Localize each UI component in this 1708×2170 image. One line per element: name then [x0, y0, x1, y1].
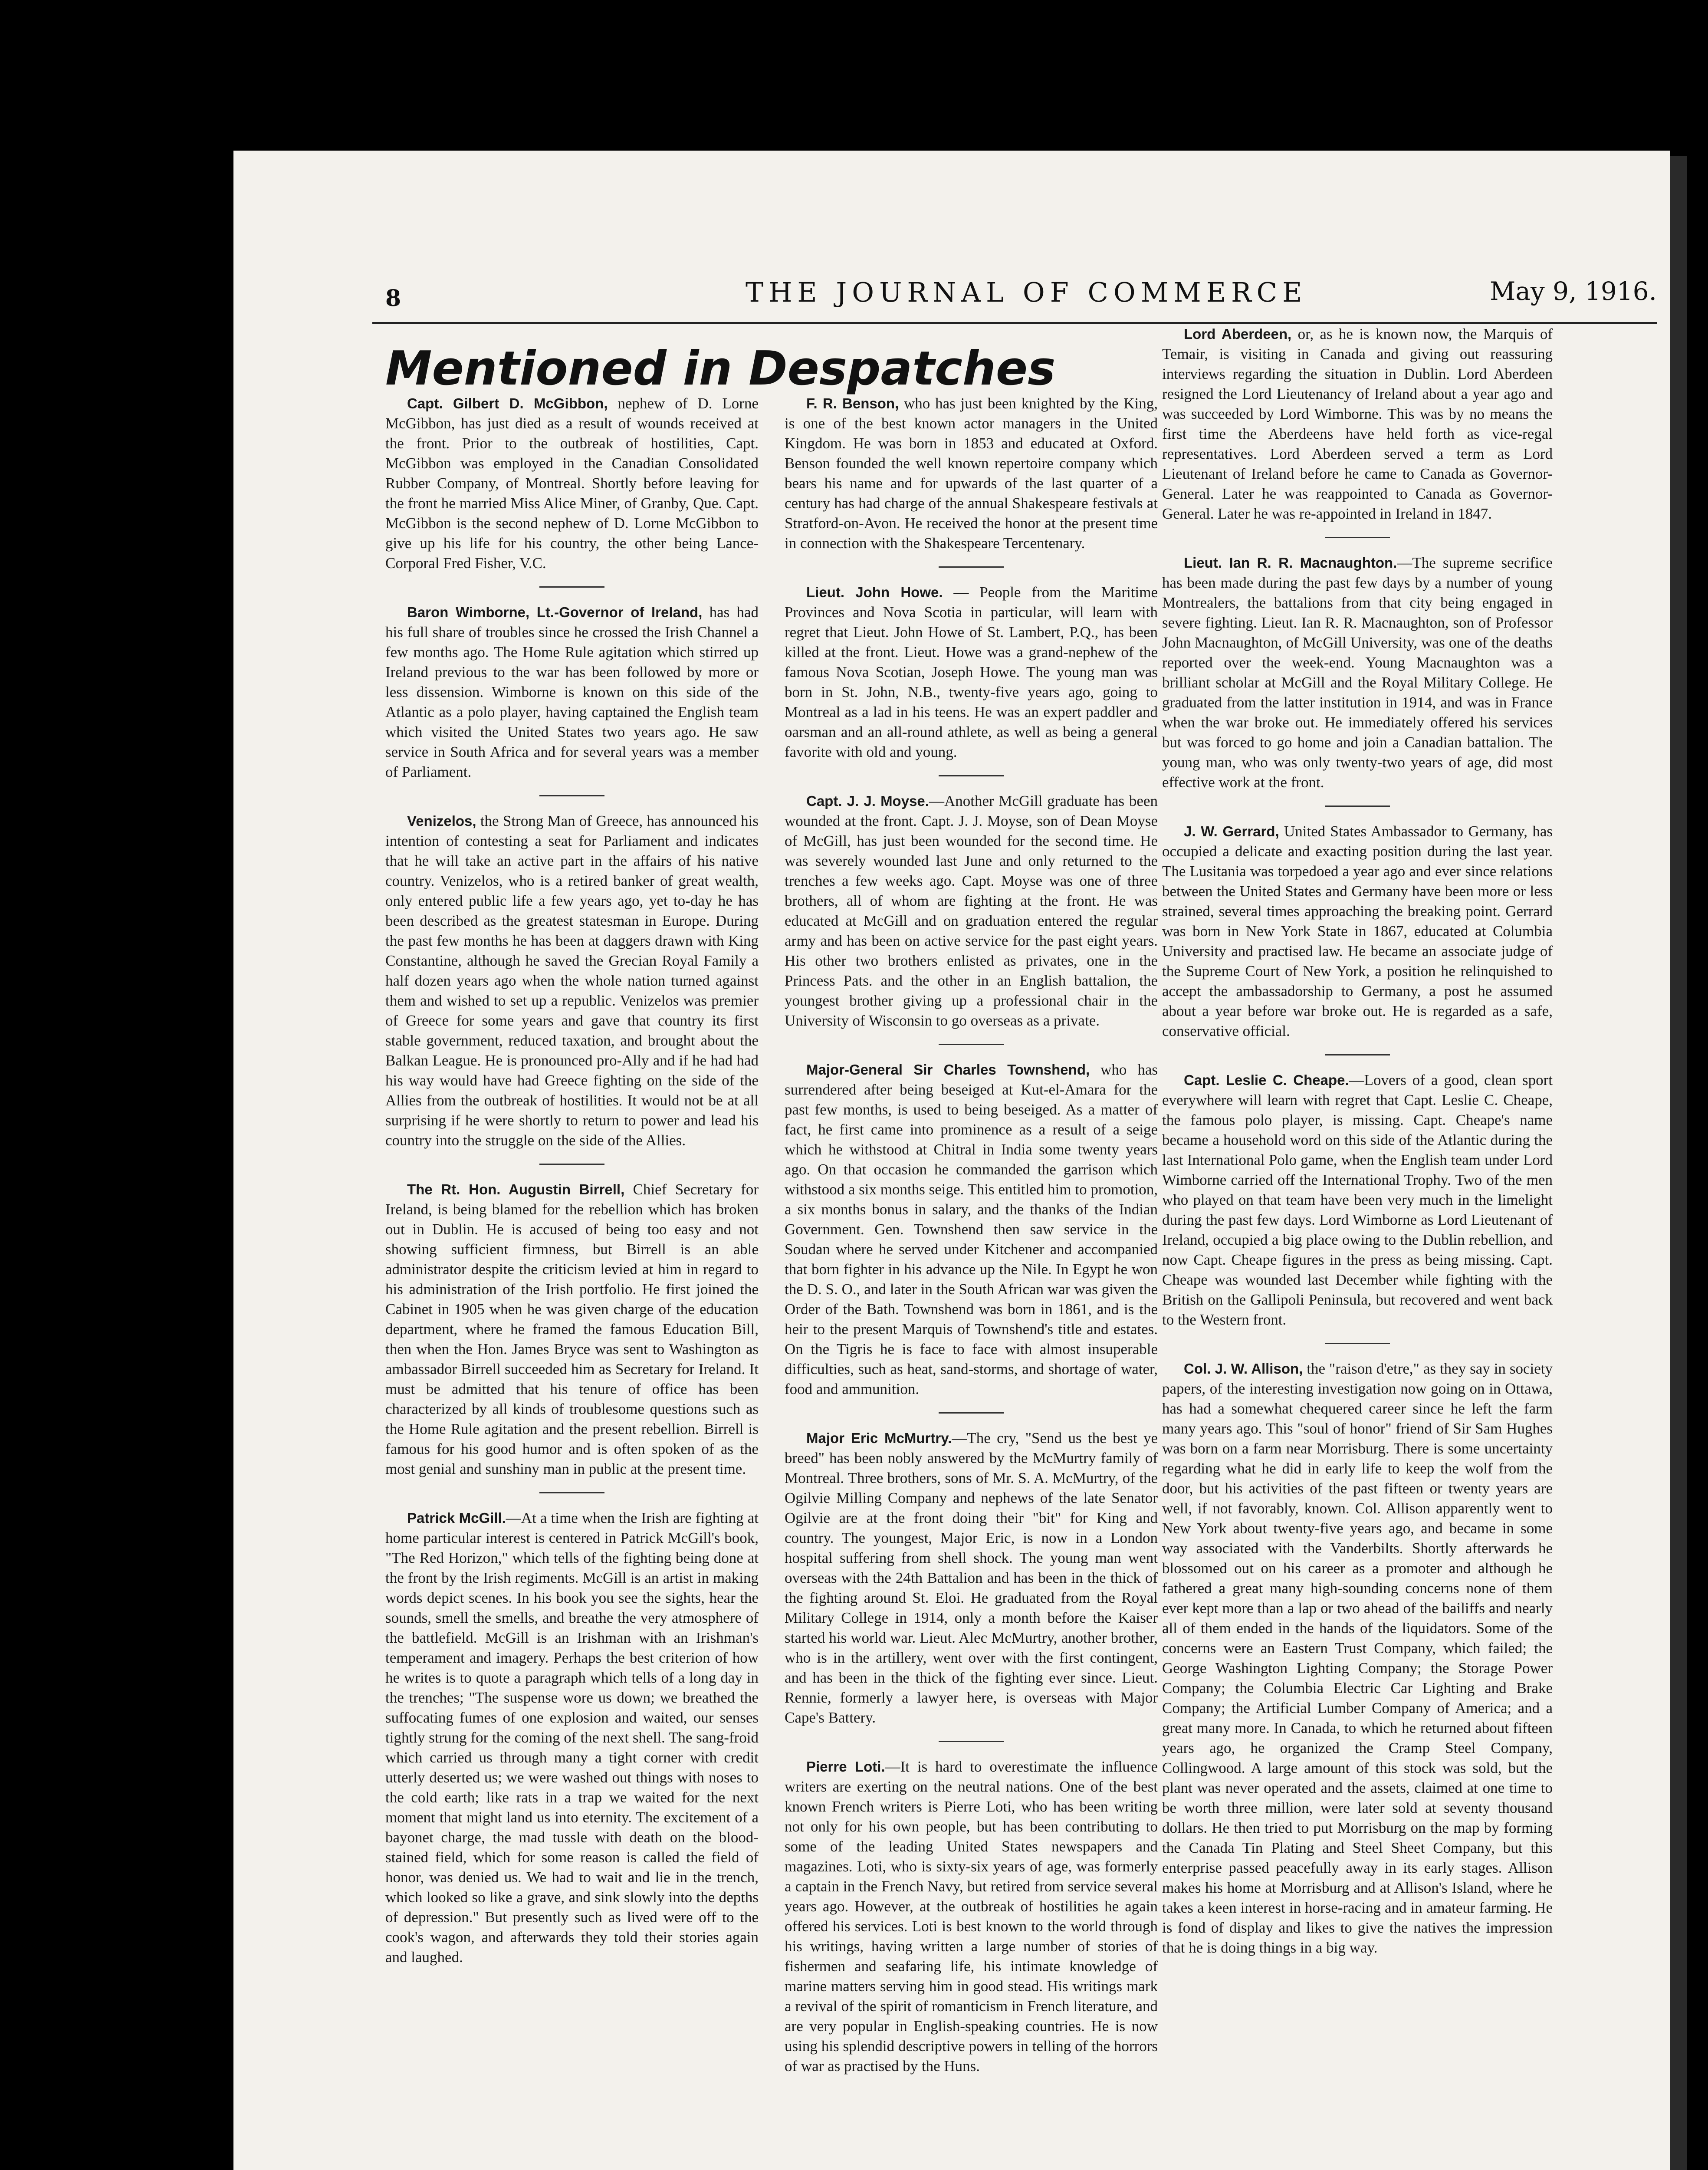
- section-heading: Mentioned in Despatches: [385, 342, 1056, 396]
- article-separator: [1325, 537, 1390, 538]
- article-text: —At a time when the Irish are fighting at home particular interest is centered in Patrick McGill's book, "The Red Horizon," which tells of the fighting being done at the front by the Irish regiments. McGill is an artist in making words depict scenes. In his book you see the sights, hear the sounds, smell the smells, and breathe the very atmosphere of the battlefield. McGill is an Irishman with an Irishman's temperament and imagery. Perhaps the best criterion of how he writes is to quote a paragraph which tells of a long day in the trenches; "The suspense wore us down; we breathed the suffocating fumes of one explosion and waited, our senses tightly strung for the coming of the next shell. The sang-froid which carried us through many a tight corner with credit utterly deserted us; we were washed out things with noses to the cold earth; like rats in a trap we waited for the next moment that might land us into eternity. The excitement of a bayonet charge, the mad tussle with death on the blood-stained field, which for some reason is called the field of honor, was denied us. We had to wait and lie in the trench, which looked so like a grave, and sink slowly into the depths of depression." But presently such as lived were off to the cook's wagon, and afterwards they told their stories again and laughed.: [385, 1509, 759, 1966]
- article-subject-name: F. R. Benson,: [806, 395, 899, 411]
- article-text: who has just been knighted by the King, is one of the best known actor managers in the United Kingdom. He was born in 1853 and educated at Oxford. Benson founded the well known repertoire company which bears his name and for upwards of the last quarter of a century has had charge of the annual Shakespeare festivals at Stratford-on-Avon. He received the honor at the present time in connection with the Shakespeare Tercentenary.: [785, 395, 1158, 552]
- article-text: the "raison d'etre," as they say in society papers, of the interesting investigation now going on in Ottawa, has had a somewhat chequered career since he left the farm many years ago. This "soul of honor" friend of Sir Sam Hughes was born on a farm near Morrisburg. There is some uncertainty regarding what he did in early life to keep the wolf from the door, but his activities of the past fifteen or twenty years are well, if not favorably, known. Col. Allison apparently went to New York about twenty-five years ago, and became in some way associated with the Vanderbilts. Shortly afterwards he blossomed out on his career as a promoter and although he fathered a great many high-sounding concerns none of them ever kept more than a lap or two ahead of the bailiffs and nearly all of them ended in the hands of the liquidators. Some of the concerns were an Eastern Trust Company, which failed; the George Washington Lighting Company; the Storage Power Company; the Columbia Electric Car Lighting and Brake Company; the Artificial Lumber Company of America; and a great many more. In Canada, to which he returned about fifteen years ago, he organized the Cramp Steel Company, Collingwood. A large amount of this stock was sold, but the plant was never operated and the assets, claimed at one time to be worth three million, were later sold at seventy thousand dollars. He then tried to put Morrisburg on the map by forming the Canada Tin Plating and Steel Sheet Company, but this enterprise passed peacefully away in its early stages. Allison makes his home at Morrisburg and at Allison's Island, where he takes a keen interest in horse-racing and in amateur farming. He is fond of display and likes to give the natives the impression that he is doing things in a big way.: [1162, 1360, 1553, 1956]
- column-1: [385, 394, 759, 1978]
- article-subject-name: The Rt. Hon. Augustin Birrell,: [407, 1181, 625, 1197]
- article-text: —Another McGill graduate has been wounded at the front. Capt. J. J. Moyse, son of Dean Moyse of McGill, has just been wounded for the second time. He was severely wounded last June and only returned to the trenches a few weeks ago. Capt. Moyse was one of three brothers, all of whom are fighting at the front. He was educated at McGill and on graduation entered the regular army and has been on active service for the past eight years. His other two brothers enlisted as privates, one in the Princess Pats. and the other in an English battalion, the youngest brother giving up a professional chair in the University of Wisconsin to go overseas as a private.: [785, 792, 1158, 1029]
- article-text: —It is hard to overestimate the influence writers are exerting on the neutral nations. One of the best known French writers is Pierre Loti, who has been writing not only for his own people, but has been contributing to some of the leading United States newspapers and magazines. Loti, who is sixty-six years of age, was formerly a captain in the French Navy, but retired from service several years ago. However, at the outbreak of hostilities he again offered his services. Loti is best known to the world through his writings, having written a large number of stories of fishermen and seafaring life, his intimate knowledge of marine matters serving him in good stead. His writings mark a revival of the spirit of romanticism in French literature, and are very popular in English-speaking countries. He is now using his splendid descriptive powers in telling of the horrors of war as practised by the Huns.: [785, 1758, 1158, 2075]
- article-text: has had his full share of troubles since he crossed the Irish Channel a few months ago. The Home Rule agitation which stirred up Ireland previous to the war has been followed by more or less dissension. Wimborne is known on this side of the Atlantic as a polo player, having captained the English team which visited the United States two years ago. He saw service in South Africa and for several years was a member of Parliament.: [385, 604, 759, 780]
- journal-title: THE JOURNAL OF COMMERCE: [746, 276, 1307, 308]
- issue-date: May 9, 1916.: [1490, 276, 1657, 306]
- article-item: [1162, 1070, 1553, 1330]
- article-text: the Strong Man of Greece, has announced his intention of contesting a seat for Parliament and indicates that he will take an active part in the affairs of his native country. Venizelos, who is a retired banker of great wealth, only entered public life a few years ago, yet to-day he has been described as the greatest statesman in Europe. During the past few months he has been at daggers drawn with King Constantine, although he saved the Grecian Royal Family a half dozen years ago when the whole nation turned against them and wished to set up a republic. Venizelos was premier of Greece for some years and gave that country its first stable government, reduced taxation, and brought about the Balkan League. He is pronounced pro-Ally and if he had had his way would have had Greece fighting on the side of the Allies from the outbreak of hostilities. It would not be at all surprising if he were shortly to return to power and lead his country into the struggle on the side of the Allies.: [385, 812, 759, 1149]
- article-item: [385, 1508, 759, 1967]
- article-subject-name: J. W. Gerrard,: [1184, 823, 1279, 839]
- article-text: —Lovers of a good, clean sport everywhere will learn with regret that Capt. Leslie C. Cheape, the famous polo player, is missing. Capt. Cheape's name became a household word on this side of the Atlantic during the last International Polo game, when the English team under Lord Wimborne carried off the International Trophy. Two of the men who played on that team have been very much in the limelight during the past few days. Lord Wimborne as Lord Lieutenant of Ireland, occupied a big place owing to the Dublin rebellion, and now Capt. Cheape figures in the press as being missing. Capt. Cheape was wounded last December while fighting with the British on the Gallipoli Peninsula, but recovered and went back to the Western front.: [1162, 1072, 1553, 1328]
- article-subject-name: Col. J. W. Allison,: [1184, 1361, 1303, 1377]
- article-subject-name: Pierre Loti.: [806, 1759, 885, 1775]
- page-number: 8: [385, 285, 401, 312]
- article-subject-name: Lord Aberdeen,: [1184, 326, 1292, 342]
- article-subject-name: Lieut. John Howe.: [806, 584, 943, 600]
- article-item: [785, 1757, 1158, 2076]
- article-separator: [539, 1492, 604, 1493]
- article-subject-name: Capt. J. J. Moyse.: [806, 793, 929, 809]
- article-item: [385, 394, 759, 573]
- article-subject-name: Baron Wimborne, Lt.-Governor of Ireland,: [407, 604, 703, 620]
- article-subject-name: Capt. Gilbert D. McGibbon,: [407, 395, 608, 411]
- article-item: [785, 394, 1158, 553]
- article-separator: [1325, 1343, 1390, 1344]
- article-item: [785, 582, 1158, 762]
- article-subject-name: Capt. Leslie C. Cheape.: [1184, 1072, 1349, 1088]
- page-content: [233, 151, 1670, 2170]
- article-subject-name: Lieut. Ian R. R. Macnaughton.: [1184, 555, 1397, 571]
- article-text: nephew of D. Lorne McGibbon, has just died as a result of wounds received at the front. Prior to the outbreak of hostilities, Capt. McGibbon was employed in the Canadian Consolidated Rubber Company, of Montreal. Shortly before leaving for the front he married Miss Alice Miner, of Granby, Que. Capt. McGibbon is the second nephew of D. Lorne McGibbon to give up his life for his country, the other being Lance-Corporal Fred Fisher, V.C.: [385, 395, 759, 572]
- article-text: who has surrendered after being beseiged at Kut-el-Amara for the past few months, is used to being beseiged. As a matter of fact, he first came into prominence as a result of a seige which he withstood at Chitral in India some twenty years ago. On that occasion he commanded the garrison which withstood a six months seige. This entitled him to promotion, a six months bonus in salary, and the thanks of the Indian Government. Gen. Townshend then saw service in the Soudan where he served under Kitchener and accompanied that born fighter in his advance up the Nile. In Egypt he won the D. S. O., and later in the South African war was given the Order of the Bath. Townshend was born in 1861, and is the heir to the present Marquis of Townshend's title and estates. On the Tigris he is face to face with almost insuperable difficulties, such as heat, sand-storms, and shortage of water, food and ammunition.: [785, 1061, 1158, 1397]
- article-subject-name: Venizelos,: [407, 813, 476, 829]
- article-subject-name: Major-General Sir Charles Townshend,: [806, 1062, 1090, 1078]
- article-item: [385, 811, 759, 1151]
- article-text: or, as he is known now, the Marquis of Temair, is visiting in Canada and giving out reassuring interviews regarding the situation in Dublin. Lord Aberdeen resigned the Lord Lieutenancy of Ireland about a year ago and was succeeded by Lord Wimborne. This was by no means the first time the Aberdeens have held forth as vice-regal representatives. Lord Aberdeen served a term as Lord Lieutenant of Ireland before he came to Canada as Governor-General. Later he was reappointed to Canada as Governor-General. Later he was re-appointed in Ireland in 1847.: [1162, 326, 1553, 522]
- article-separator: [939, 1044, 1004, 1045]
- article-subject-name: Major Eric McMurtry.: [806, 1430, 952, 1446]
- article-item: [1162, 324, 1553, 524]
- article-separator: [1325, 1054, 1390, 1055]
- column-3: [1162, 324, 1553, 1968]
- article-separator: [539, 586, 604, 588]
- article-text: —The cry, "Send us the best ye breed" has been nobly answered by the McMurtry family of Montreal. Three brothers, sons of Mr. S. A. McMurtry, of the Ogilvie Milling Company and nephews of the late Senator Ogilvie are at the front doing their "bit" for King and country. The youngest, Major Eric, is now in a London hospital suffering from shell shock. The young man went overseas with the 24th Battalion and has been in the thick of the fighting around St. Eloi. He graduated from the Royal Military College in 1914, only a month before the Kaiser started his world war. Lieut. Alec McMurtry, another brother, who is in the artillery, went over with the first contingent, and has been in the thick of the fighting ever since. Lieut. Rennie, formerly a lawyer here, is overseas with Major Cape's Battery.: [785, 1430, 1158, 1726]
- article-separator: [539, 1164, 604, 1165]
- article-item: [1162, 1359, 1553, 1958]
- article-separator: [939, 775, 1004, 776]
- article-text: —The supreme secrifice has been made during the past few days by a number of young Montrealers, the battalions from that city being engaged in severe fighting. Lieut. Ian R. R. Macnaughton, son of Professor John Macnaughton, of McGill University, was one of the deaths reported over the week-end. Young Macnaughton was a brilliant scholar at McGill and the Royal Military College. He graduated from the latter institution in 1914, and was in France when the war broke out. He immediately offered his services but was forced to go home and join a Canadian battalion. The young man, who was only twenty-two years of age, did most effective work at the front.: [1162, 554, 1553, 791]
- page-edge: [1670, 156, 1687, 2170]
- article-text: Chief Secretary for Ireland, is being blamed for the rebellion which has broken out in Dublin. He is accused of being too easy and not showing sufficient firmness, but Birrell is an able administrator despite the criticism levied at him in regard to his administration of the Irish portfolio. He first joined the Cabinet in 1905 when he was given charge of the education department, where he framed the famous Education Bill, then when the Hon. James Bryce was sent to Washington as ambassador Birrell succeeded him as Secretary for Ireland. It must be admitted that his tenure of office has been characterized by all kinds of troublesome questions such as the Home Rule agitation and the present rebellion. Birrell is famous for his good humor and is often spoken of as the most genial and sunshiny man in public at the present time.: [385, 1181, 759, 1477]
- article-item: [785, 791, 1158, 1031]
- article-separator: [939, 566, 1004, 568]
- article-separator: [939, 1741, 1004, 1742]
- column-2: [785, 394, 1158, 2087]
- article-separator: [1325, 806, 1390, 807]
- article-item: [1162, 822, 1553, 1041]
- article-item: [785, 1060, 1158, 1399]
- page-header: [372, 276, 1657, 316]
- article-item: [785, 1428, 1158, 1728]
- article-text: — People from the Maritime Provinces and Nova Scotia in particular, will learn with regret that Lieut. John Howe of St. Lambert, P.Q., has been killed at the front. Lieut. Howe was a grand-nephew of the famous Nova Scotian, Joseph Howe. The young man was born in St. John, N.B., twenty-five years ago, going to Montreal as a lad in his teens. He was an expert paddler and oarsman and an all-round athlete, as well as being a general favorite with old and young.: [785, 584, 1158, 760]
- article-item: [385, 602, 759, 782]
- article-text: United States Ambassador to Germany, has occupied a delicate and exacting position during the last year. The Lusitania was torpedoed a year ago and ever since relations between the United States and Germany have been more or less strained, several times approaching the breaking point. Gerrard was born in New York State in 1867, educated at Columbia University and practised law. He became an associate judge of the Supreme Court of New York, a position he relinquished to accept the ambassadorship to Germany, a post he assumed about a year before war broke out. He is regarded as a safe, conservative official.: [1162, 823, 1553, 1039]
- article-item: [1162, 553, 1553, 792]
- article-item: [385, 1180, 759, 1479]
- article-subject-name: Patrick McGill.: [407, 1510, 506, 1526]
- article-separator: [539, 795, 604, 796]
- article-separator: [939, 1412, 1004, 1414]
